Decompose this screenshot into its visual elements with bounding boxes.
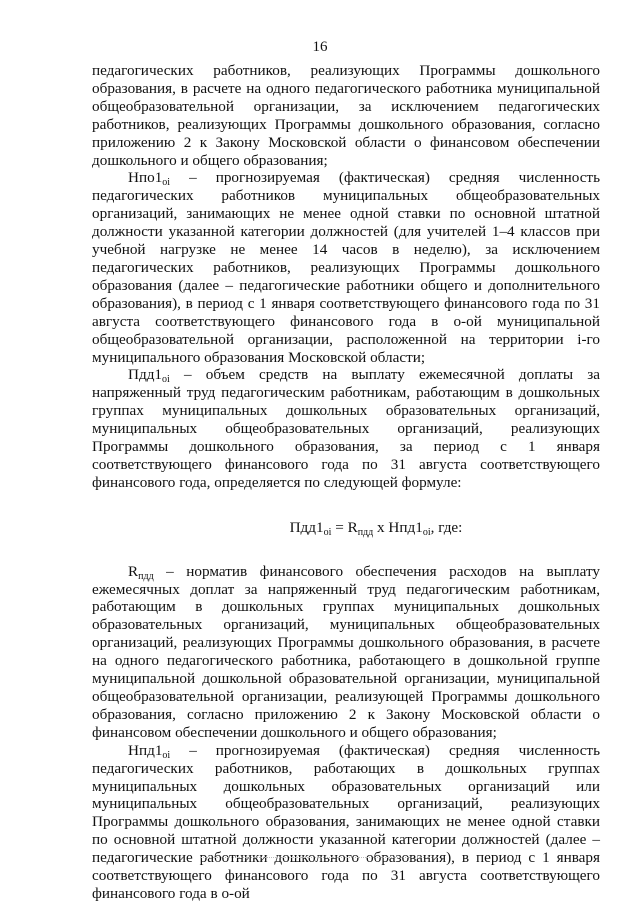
formula-equals-r: = R [331,518,358,536]
paragraph-npd-definition [92,742,600,903]
paragraph-pdd-definition [92,366,600,491]
symbol-pdd-subscript: оi [162,374,170,386]
formula-npd-subscript: оi [422,526,431,538]
symbol-r: R [128,562,139,580]
page-bottom-edge [200,857,440,858]
paragraph-r-definition [92,563,600,742]
paragraph-continuation: педагогических работников, реализующих Программы дошкольного образования, в расчете на одного педагогического работника муниципальной общеобразовательной организации, за исключением педагогических работников, реализующих Программы дошкольного образования, согласно приложению 2 к Закону Московской области о финансовом обеспечении дошкольного и общего образования; [92,62,600,169]
symbol-pdd: Пдд1 [128,366,163,384]
symbol-npo-subscript: оi [162,177,171,189]
npo-definition-text: – прогнозируемая (фактическая) средняя численность педагогических работников муниципальных общеобразовательных организаций, занимающих не менее одной ставки по основной штатной должности указанной категории должностей (для учителей 1–4 классов при учебной нагрузке не менее 14 часов в неделю), за исключением педагогических работников, реализующих Программы дошкольного образования (далее – педагогические работники общего и дополнительного образования), в период с 1 января соответствующего финансового года по 31 августа соответствующего финансового года в о-ой муниципальной общеобразовательной организации, расположенной на территории i-го муниципального образования Московской области; [92,169,600,366]
pdd-definition-text: – объем средств на выплату ежемесячной доплаты за напряженный труд педагогическим работникам, работающим в дошкольных группах муниципальных дошкольных образовательных организаций, муниципальных общеобразовательных организаций, реализующих Программы дошкольного образования, за период с 1 января соответствующего финансового года по 31 августа соответствующего финансового года, определяется по следующей формуле: [92,366,600,491]
formula [92,519,600,537]
document-body [92,62,600,903]
npd-definition-text: – прогнозируемая (фактическая) средняя численность педагогических работников, работающих в дошкольных группах муниципальных дошкольных образовательных организаций или муниципальных общеобразовательных организаций, реализующих Программы дошкольного образования, занимающих не менее одной ставки по основной штатной должности указанной категории должностей (далее – педагогические работники дошкольного образования), в период с 1 января соответствующего финансового года по 31 августа соответствующего финансового года в о-ой [92,741,600,902]
formula-lhs-subscript: оi [323,526,332,538]
formula-r-subscript: пдд [357,526,374,538]
r-definition-text: – норматив финансового обеспечения расходов на выплату ежемесячных доплат за напряженный труд педагогическим работникам, работающим в дошкольных группах муниципальных дошкольных образовательных организаций, муниципальных общеобразовательных организаций, реализующих Программы дошкольного образования, в расчете на одного педагогического работника, работающего в дошкольной группе муниципальной дошкольной образовательной организации, муниципальной общеобразовательной организации, реализующей Программы дошкольного образования, согласно приложению 2 к Закону Московской области о финансовом обеспечении дошкольного и общего образования; [92,562,600,741]
symbol-npo: Нпо1 [128,169,163,187]
formula-lhs: Пдд1 [289,518,324,536]
formula-tail: , где: [430,518,463,536]
page-number: 16 [312,39,328,55]
symbol-r-subscript: пдд [138,570,154,582]
formula-times-npd: х Нпд1 [373,518,423,536]
symbol-npd: Нпд1 [128,741,163,759]
paragraph-npo-definition [92,169,600,366]
symbol-npd-subscript: оi [162,749,171,761]
